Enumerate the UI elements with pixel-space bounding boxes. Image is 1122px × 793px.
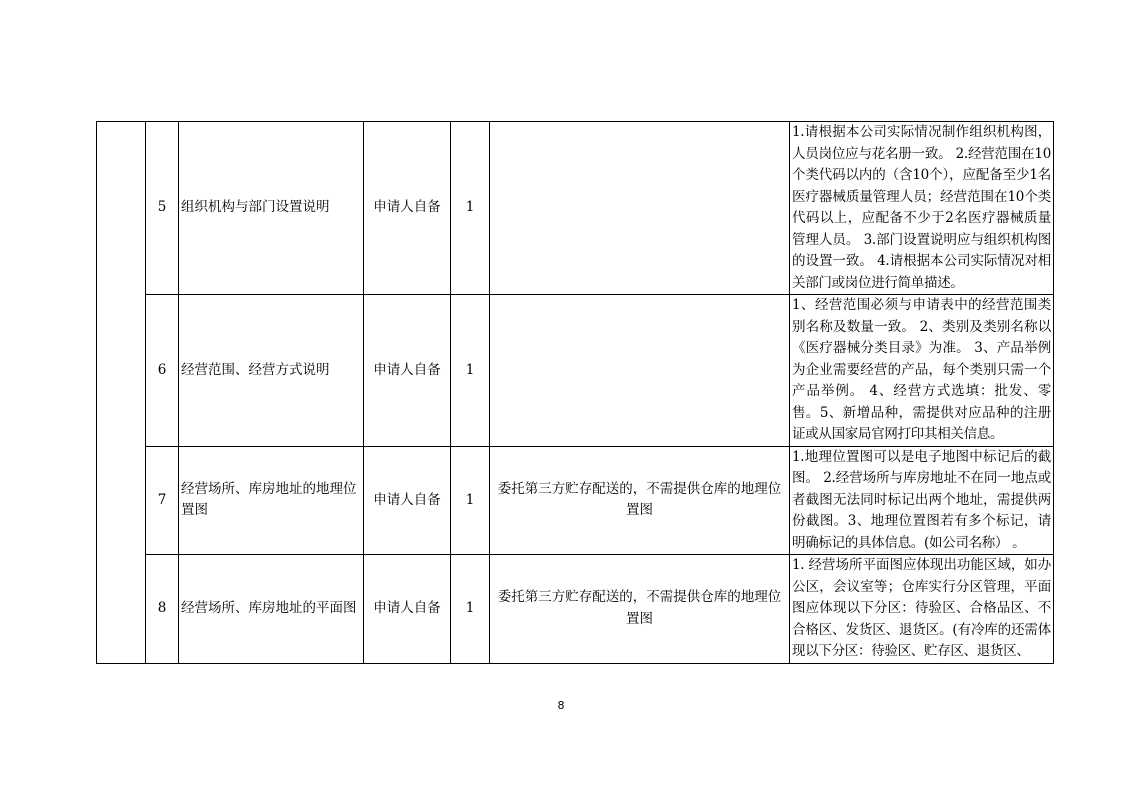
materials-table xyxy=(96,121,1054,664)
table-row xyxy=(97,295,1054,447)
material-note: 1、经营范围必须与申请表中的经营范围类别名称及数量一致。 2、类别及类别名称以《医疗器械分类目录》为准。 3、产品举例为企业需要经营的产品，每个类别只需一个产品举例。 4、经营方式选填：批发、零售。5、新增品种，需提供对应品种的注册证或从国家局官网打印其相关信息。 xyxy=(790,295,1054,447)
row-number: 5 xyxy=(146,122,179,295)
material-note: 1.请根据本公司实际情况制作组织机构图，人员岗位应与花名册一致。 2.经营范围在10个类代码以内的（含10个），应配备至少1名医疗器械质量管理人员；经营范围在10个类代码以上，应配备不少于2名医疗器械质量管理人员。 3.部门设置说明应与组织机构图的设置一致。 4.请根据本公司实际情况对相关部门或岗位进行简单描述。 xyxy=(790,122,1054,295)
material-quantity: 1 xyxy=(451,295,490,447)
material-note: 1. 经营场所平面图应体现出功能区域，如办公区，会议室等；仓库实行分区管理，平面图应体现以下分区：待验区、合格品区、不合格区、发货区、退货区。(有冷库的还需体现以下分区：待验区、贮存区、退货区、 xyxy=(790,555,1054,664)
material-name: 经营范围、经营方式说明 xyxy=(179,295,364,447)
table-row xyxy=(97,122,1054,295)
table-row xyxy=(97,446,1054,555)
material-source: 申请人自备 xyxy=(364,295,451,447)
material-remark xyxy=(490,295,790,447)
row-number: 7 xyxy=(146,446,179,555)
material-quantity: 1 xyxy=(451,122,490,295)
material-note: 1.地理位置图可以是电子地图中标记后的截图。 2.经营场所与库房地址不在同一地点或者截图无法同时标记出两个地址，需提供两份截图。3、地理位置图若有多个标记，请明确标记的具体信息。(如公司名称） 。 xyxy=(790,446,1054,555)
row-number: 6 xyxy=(146,295,179,447)
material-quantity: 1 xyxy=(451,446,490,555)
blank-category-cell xyxy=(97,122,146,664)
material-remark: 委托第三方贮存配送的，不需提供仓库的地理位置图 xyxy=(490,555,790,664)
material-name: 组织机构与部门设置说明 xyxy=(179,122,364,295)
material-name: 经营场所、库房地址的地理位置图 xyxy=(179,446,364,555)
material-quantity: 1 xyxy=(451,555,490,664)
table-row xyxy=(97,555,1054,664)
page-number: 8 xyxy=(557,699,565,712)
row-number: 8 xyxy=(146,555,179,664)
material-name: 经营场所、库房地址的平面图 xyxy=(179,555,364,664)
material-source: 申请人自备 xyxy=(364,122,451,295)
material-source: 申请人自备 xyxy=(364,555,451,664)
material-remark xyxy=(490,122,790,295)
material-remark: 委托第三方贮存配送的，不需提供仓库的地理位置图 xyxy=(490,446,790,555)
material-source: 申请人自备 xyxy=(364,446,451,555)
